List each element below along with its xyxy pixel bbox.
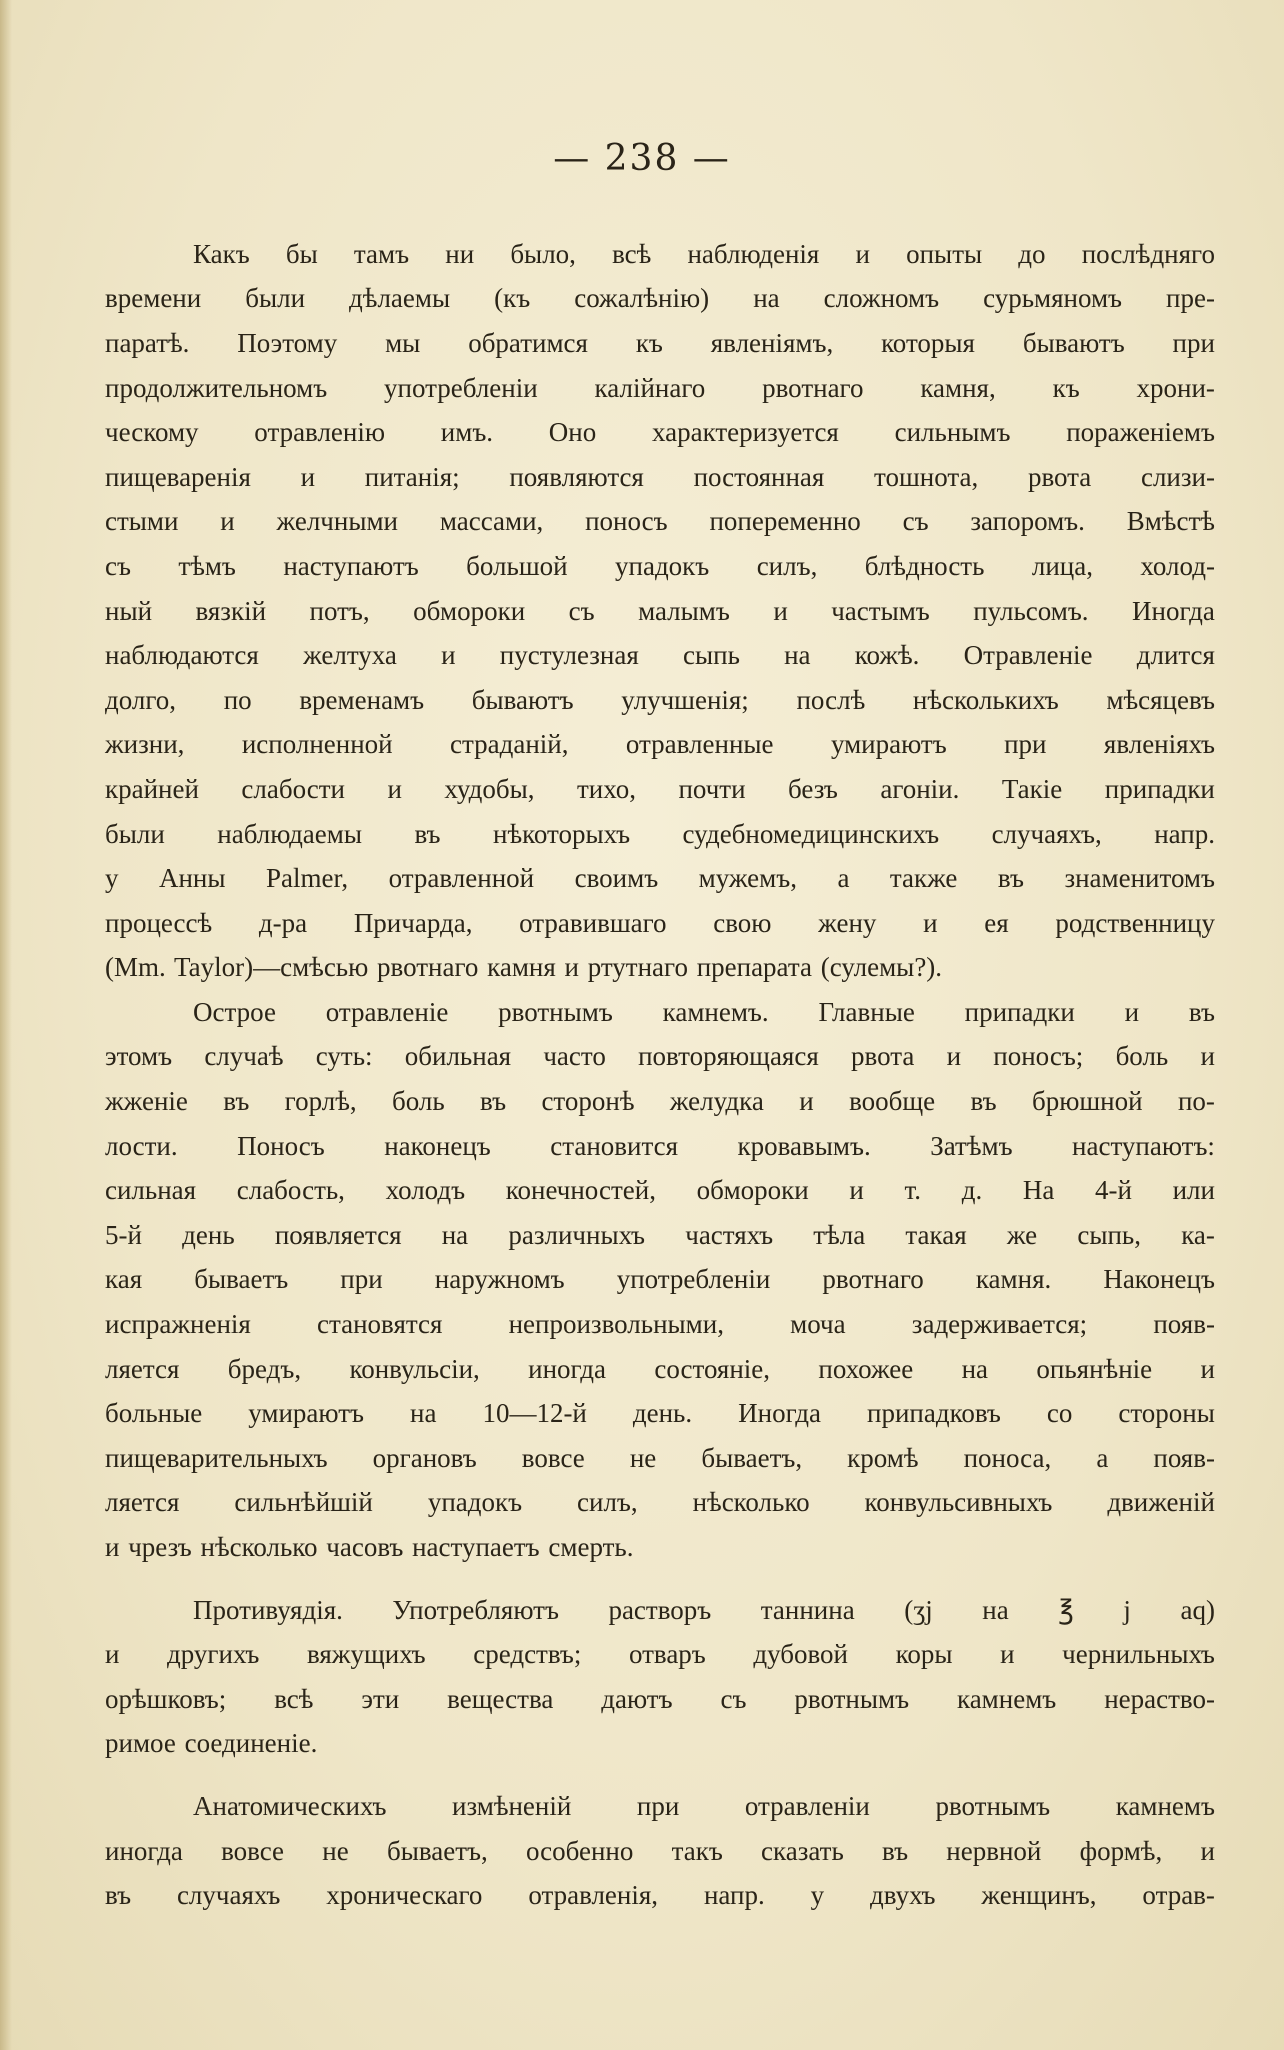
text-line: лости. Поносъ наконецъ становится кровавымъ. Затѣмъ наступаютъ:	[105, 1130, 1215, 1161]
text-line: ный вязкій потъ, обмороки съ малымъ и частымъ пульсомъ. Иногда	[105, 595, 1215, 626]
text-line: кая бываетъ при наружномъ употребленіи рвотнаго камня. Наконецъ	[105, 1264, 1215, 1295]
text-line: испражненія становятся непроизвольными, моча задерживается; появ-	[105, 1309, 1215, 1340]
paragraph-gap	[105, 1570, 1215, 1588]
text-line: Противуядія. Употребляютъ растворъ таннина (ʒj на ℥ j aq)	[193, 1594, 1215, 1625]
page-edge-shadow	[0, 0, 12, 2050]
body-text	[105, 232, 1215, 1918]
text-line: Анатомическихъ измѣненій при отравленіи рвотнымъ камнемъ	[193, 1790, 1215, 1821]
text-line: процессѣ д-ра Причарда, отравившаго свою жену и ея родственницу	[105, 907, 1215, 938]
text-line: иногда вовсе не бываетъ, особенно такъ сказать въ нервной формѣ, и	[105, 1835, 1215, 1866]
text-line: крайней слабости и худобы, тихо, почти безъ агоніи. Такіе припадки	[105, 773, 1215, 804]
text-line: пищеваренія и питанія; появляются постоянная тошнота, рвота слизи-	[105, 461, 1215, 492]
text-line: въ случаяхъ хроническаго отравленія, напр. у двухъ женщинъ, отрав-	[105, 1880, 1215, 1911]
text-line: больные умираютъ на 10—12-й день. Иногда припадковъ со стороны	[105, 1398, 1215, 1429]
text-line: 5-й день появляется на различныхъ частяхъ тѣла такая же сыпь, ка-	[105, 1219, 1215, 1250]
text-line: ляется сильнѣйшій упадокъ силъ, нѣсколько конвульсивныхъ движеній	[105, 1487, 1215, 1518]
page-number: — 238 —	[553, 138, 731, 179]
text-line: этомъ случаѣ суть: обильная часто повторяющаяся рвота и поносъ; боль и	[105, 1041, 1215, 1072]
text-line: съ тѣмъ наступаютъ большой упадокъ силъ, блѣдность лица, холод-	[105, 550, 1215, 581]
text-line: жженіе въ горлѣ, боль въ сторонѣ желудка и вообще въ брюшной по-	[105, 1086, 1215, 1117]
text-line: орѣшковъ; всѣ эти вещества даютъ съ рвотнымъ камнемъ нераство-	[105, 1683, 1215, 1714]
text-line: Какъ бы тамъ ни было, всѣ наблюденія и опыты до послѣдняго	[193, 238, 1215, 269]
text-line: и чрезъ нѣсколько часовъ наступаетъ смерть.	[105, 1532, 634, 1563]
text-line: наблюдаются желтуха и пустулезная сыпь на кожѣ. Отравленіе длится	[105, 640, 1215, 671]
text-line: долго, по временамъ бываютъ улучшенія; послѣ нѣсколькихъ мѣсяцевъ	[105, 684, 1215, 715]
text-line: пищеварительныхъ органовъ вовсе не бываетъ, кромѣ поноса, а появ-	[105, 1442, 1215, 1473]
text-line: (Mm. Taylor)—смѣсью рвотнаго камня и ртутнаго препарата (сулемы?).	[105, 952, 943, 983]
text-line: ческому отравленію имъ. Оно характеризуется сильнымъ пораженіемъ	[105, 417, 1215, 448]
text-line: жизни, исполненной страданій, отравленные умираютъ при явленіяхъ	[105, 729, 1215, 760]
paragraph-gap	[105, 1766, 1215, 1784]
text-line: сильная слабость, холодъ конечностей, обмороки и т. д. На 4-й или	[105, 1175, 1215, 1206]
text-line: у Анны Palmer, отравленной своимъ мужемъ, а также въ знаменитомъ	[105, 863, 1215, 894]
text-line: стыми и желчными массами, поносъ попеременно съ запоромъ. Вмѣстѣ	[105, 506, 1215, 537]
text-line: времени были дѣлаемы (къ сожалѣнію) на сложномъ сурьмяномъ пре-	[105, 283, 1215, 314]
text-line: римое соединеніе.	[105, 1728, 318, 1759]
text-line: ляется бредъ, конвульсіи, иногда состояніе, похожее на опьянѣніе и	[105, 1353, 1215, 1384]
text-line: продолжительномъ употребленіи калійнаго рвотнаго камня, къ хрони-	[105, 372, 1215, 403]
text-line: Острое отравленіе рвотнымъ камнемъ. Главные припадки и въ	[193, 996, 1215, 1027]
text-line: паратѣ. Поэтому мы обратимся къ явленіямъ, которыя бываютъ при	[105, 327, 1215, 358]
text-line: были наблюдаемы въ нѣкоторыхъ судебномедицинскихъ случаяхъ, напр.	[105, 818, 1215, 849]
text-line: и другихъ вяжущихъ средствъ; отваръ дубовой коры и чернильныхъ	[105, 1639, 1215, 1670]
